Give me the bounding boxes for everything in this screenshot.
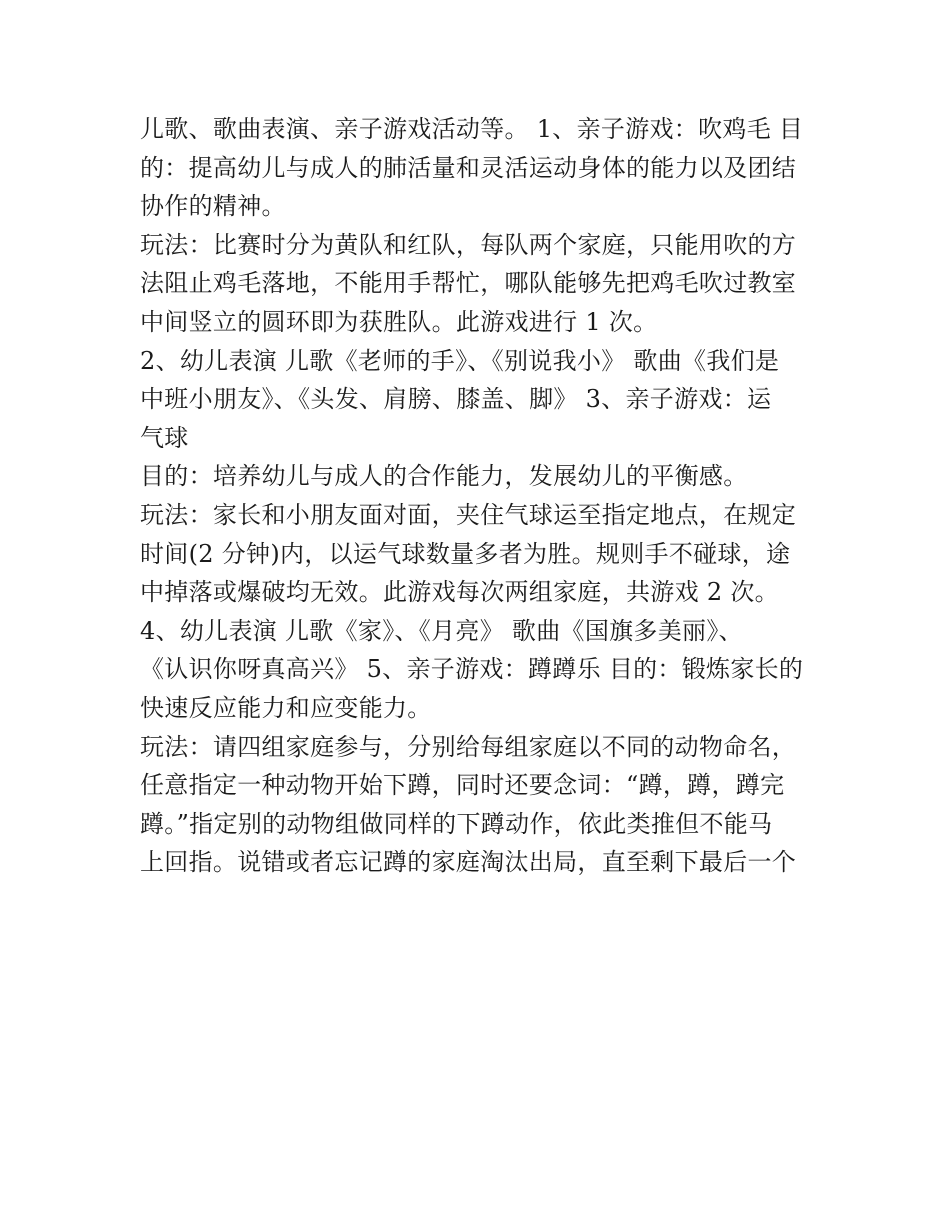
text-line: 协作的精神。 (140, 192, 286, 221)
document-body (140, 110, 820, 882)
text-line: 2、幼儿表演 儿歌《老师的手》、《别说我小》 歌曲《我们是 (140, 346, 780, 375)
text-line: 蹲。”指定别的动物组做同样的下蹲动作，依此类推但不能马 (140, 809, 773, 838)
text-line: 上回指。说错或者忘记蹲的家庭淘汰出局，直至剩下最后一个 (140, 848, 797, 877)
text-line: 儿歌、歌曲表演、亲子游戏活动等。 1、亲子游戏：吹鸡毛 目 (140, 115, 804, 143)
text-line: 时间(2 分钟)内，以运气球数量多者为胜。规则手不碰球，途 (140, 539, 791, 568)
text-line: 任意指定一种动物开始下蹲，同时还要念词：“蹲，蹲，蹲完 (140, 771, 785, 800)
text-line: 中间竖立的圆环即为获胜队。此游戏进行 1 次。 (140, 307, 658, 336)
text-line: 玩法：请四组家庭参与，分别给每组家庭以不同的动物命名， (140, 732, 797, 761)
text-line: 快速反应能力和应变能力。 (140, 693, 432, 722)
text-line: 目的：培养幼儿与成人的合作能力，发展幼儿的平衡感。 (140, 462, 748, 491)
text-line: 玩法：比赛时分为黄队和红队，每队两个家庭，只能用吹的方 (140, 230, 797, 259)
text-line: 中班小朋友》、《头发、肩膀、膝盖、脚》 3、亲子游戏：运 (140, 385, 772, 414)
text-line: 法阻止鸡毛落地，不能用手帮忙，哪队能够先把鸡毛吹过教室 (140, 269, 797, 298)
text-line: 玩法：家长和小朋友面对面，夹住气球运至指定地点，在规定 (140, 500, 797, 529)
text-line: 中掉落或爆破均无效。此游戏每次两组家庭，共游戏 2 次。 (140, 578, 779, 607)
text-line: 4、幼儿表演 儿歌《家》、《月亮》 歌曲《国旗多美丽》、 (140, 616, 743, 645)
text-line: 的：提高幼儿与成人的肺活量和灵活运动身体的能力以及团结 (140, 153, 797, 182)
text-line: 《认识你呀真高兴》 5、亲子游戏：蹲蹲乐 目的：锻炼家长的 (140, 655, 804, 684)
text-line: 气球 (140, 423, 189, 452)
